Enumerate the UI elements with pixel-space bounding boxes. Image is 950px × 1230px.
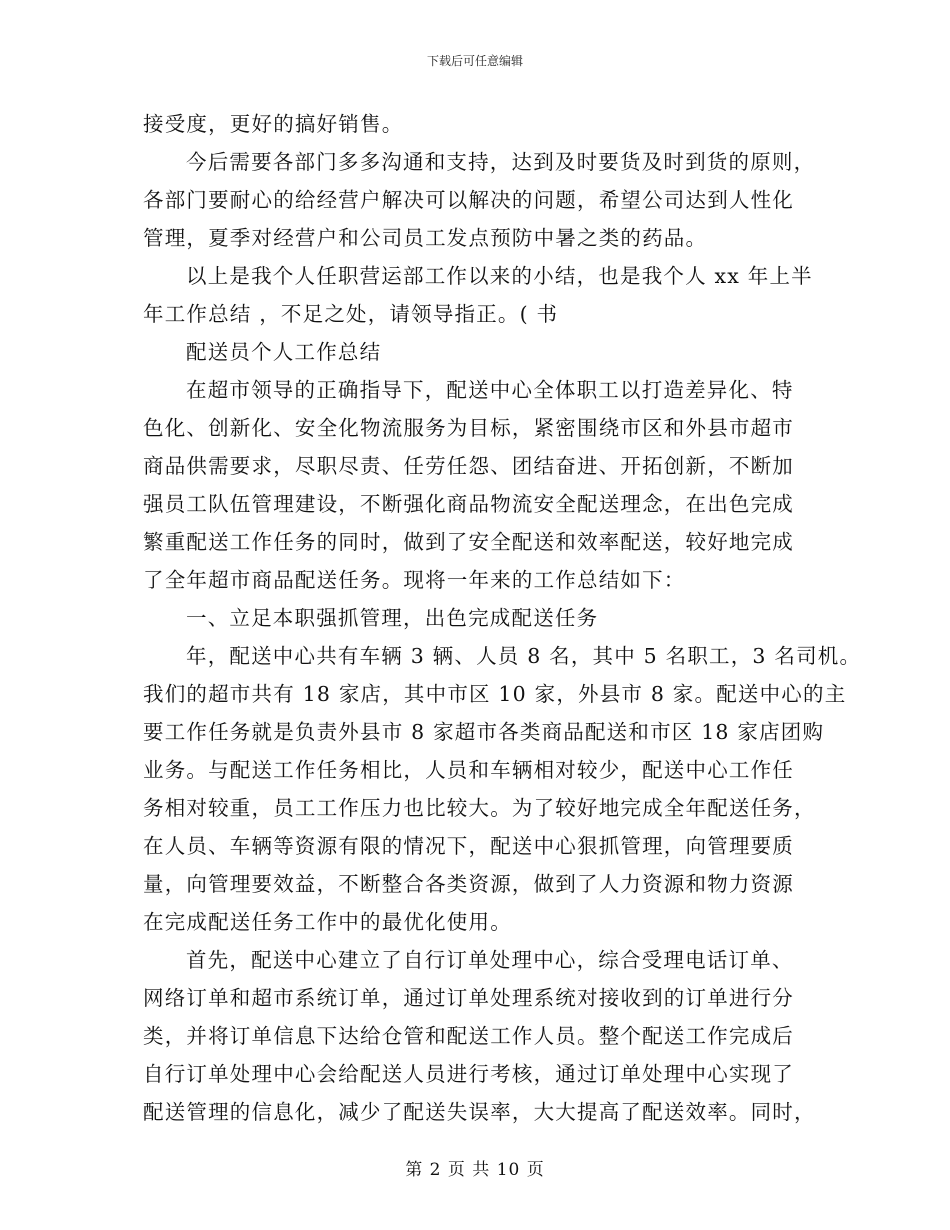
text-line: 类，并将订单信息下达给仓管和配送工作人员。整个配送工作完成后 bbox=[143, 1024, 794, 1048]
text-line: 自行订单处理中心会给配送人员进行考核，通过订单处理中心实现了 bbox=[143, 1062, 794, 1086]
text-line: 网络订单和超市系统订单，通过订单处理系统对接收到的订单进行分 bbox=[143, 986, 794, 1010]
text-line: 首先，配送中心建立了自行订单处理中心，综合受理电话订单、 bbox=[186, 948, 794, 972]
page-header-note: 下载后可任意编辑 bbox=[426, 54, 523, 68]
text-line: 年工作总结 ，不足之处，请领导指正。( 书 bbox=[143, 302, 559, 326]
text-line: 以上是我个人任职营运部工作以来的小结，也是我个人 xx 年上半 bbox=[186, 264, 813, 288]
text-line: 在完成配送任务工作中的最优化使用。 bbox=[143, 910, 512, 934]
text-line: 今后需要各部门多多沟通和支持，达到及时要货及时到货的原则， bbox=[186, 150, 816, 174]
text-line: 量，向管理要效益，不断整合各类资源，做到了人力资源和物力资源 bbox=[143, 872, 794, 896]
text-line: 在人员、车辆等资源有限的情况下，配送中心狠抓管理，向管理要质 bbox=[143, 834, 794, 858]
section-title: 配送员个人工作总结 bbox=[186, 340, 382, 364]
text-line: 各部门要耐心的给经营户解决可以解决的问题，希望公司达到人性化 bbox=[143, 188, 794, 212]
text-line: 繁重配送工作任务的同时，做到了安全配送和效率配送，较好地完成 bbox=[143, 530, 794, 554]
text-line: 务相对较重，员工工作压力也比较大。为了较好地完成全年配送任务， bbox=[143, 796, 816, 820]
text-line: 商品供需要求，尽职尽责、任劳任怨、团结奋进、开拓创新，不断加 bbox=[143, 454, 794, 478]
section-heading: 一、立足本职强抓管理，出色完成配送任务 bbox=[186, 606, 599, 630]
text-line: 业务。与配送工作任务相比，人员和车辆相对较少，配送中心工作任 bbox=[143, 758, 794, 782]
text-line: 配送管理的信息化，减少了配送失误率，大大提高了配送效率。同时， bbox=[143, 1100, 816, 1124]
text-line: 色化、创新化、安全化物流服务为目标，紧密围绕市区和外县市超市 bbox=[143, 416, 794, 440]
text-line: 年，配送中心共有车辆 3 辆、人员 8 名，其中 5 名职工，3 名司机。 bbox=[186, 644, 862, 668]
page-number-footer: 第 2 页 共 10 页 bbox=[405, 1160, 545, 1180]
text-line: 管理，夏季对经营户和公司员工发点预防中暑之类的药品。 bbox=[143, 226, 708, 250]
text-line: 我们的超市共有 18 家店，其中市区 10 家，外县市 8 家。配送中心的主 bbox=[143, 682, 847, 706]
text-line: 在超市领导的正确指导下，配送中心全体职工以打造差异化、特 bbox=[186, 378, 794, 402]
text-line: 了全年超市商品配送任务。现将一年来的工作总结如下： bbox=[143, 568, 686, 592]
text-line: 接受度，更好的搞好销售。 bbox=[143, 112, 404, 136]
text-line: 强员工队伍管理建设，不断强化商品物流安全配送理念，在出色完成 bbox=[143, 492, 794, 516]
text-line: 要工作任务就是负责外县市 8 家超市各类商品配送和市区 18 家店团购 bbox=[143, 720, 825, 744]
